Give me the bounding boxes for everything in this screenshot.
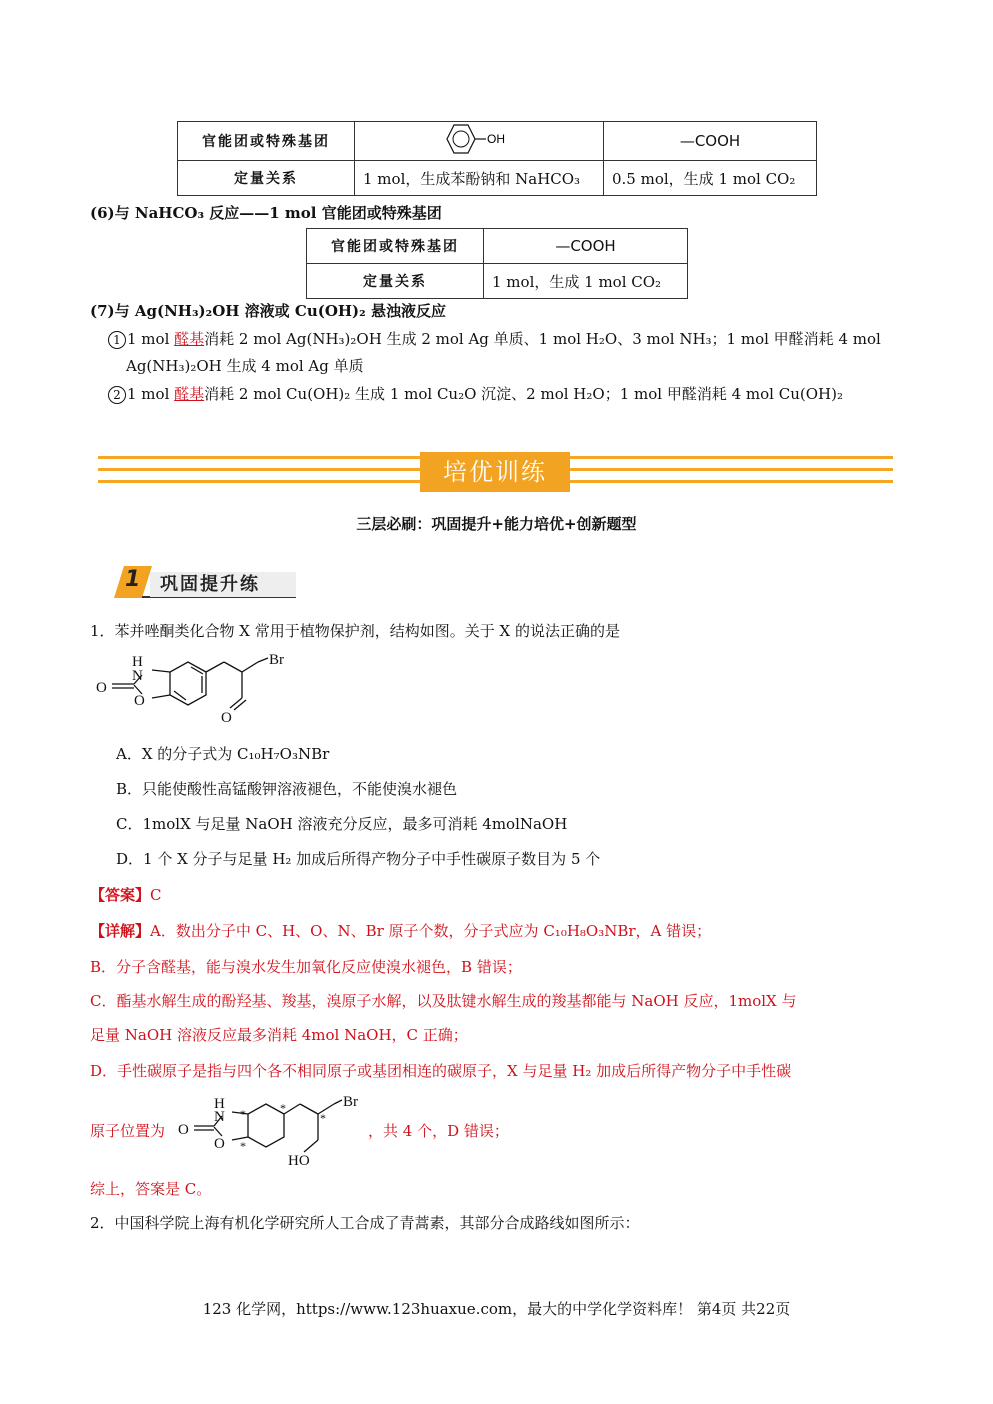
option-b: B．只能使酸性高锰酸钾溶液褪色，不能使溴水褪色: [116, 780, 458, 798]
atom-label: O: [214, 1136, 225, 1152]
detail-d-pre: 原子位置为: [90, 1122, 166, 1140]
text: 1 mol: [127, 385, 175, 403]
table-row: [307, 229, 688, 264]
answer: [90, 884, 162, 906]
table-cell: —COOH: [604, 122, 817, 161]
detail-c-line1: C．酯基水解生成的酚羟基、羧基，溴原子水解，以及肽键水解生成的羧基都能与 NaOH 反应，1molX 与: [90, 992, 797, 1010]
table-cell: 0.5 mol，生成 1 mol CO₂: [604, 161, 817, 196]
text: 消耗 2 mol Ag(NH₃)₂OH 生成 2 mol Ag 单质、1 mol H₂O、3 mol NH₃；1 mol 甲醛消耗 4 mol: [204, 330, 881, 348]
highlight-text: 醛基: [174, 330, 205, 348]
option-c: C．1molX 与足量 NaOH 溶液充分反应，最多可消耗 4molNaOH: [116, 815, 568, 833]
table-cell: 官能团或特殊基团: [178, 122, 355, 161]
table-cell: —COOH: [484, 229, 688, 264]
section-6-heading: (6)与 NaHCO₃ 反应——1 mol 官能团或特殊基团: [90, 204, 442, 222]
atom-label: N: [132, 668, 143, 684]
page-footer: 123 化学网，https://www.123huaxue.com，最大的中学化学资料库！ 第4页 共22页: [202, 1300, 791, 1318]
chiral-star: *: [320, 1111, 326, 1125]
detail-c-line2: 足量 NaOH 溶液反应最多消耗 4mol NaOH，C 正确；: [90, 1026, 468, 1044]
detail-a: [90, 920, 711, 942]
circled-number: 1: [108, 331, 126, 349]
molecule-x-structure: [86, 650, 306, 735]
atom-label: O: [178, 1122, 189, 1138]
phenol-structure-cell: [355, 122, 604, 161]
level-number: 1: [125, 567, 141, 592]
chiral-star: *: [240, 1139, 246, 1153]
atom-label: HO: [288, 1153, 310, 1169]
detail-d-line1: D．手性碳原子是指与四个各不相同原子或基团相连的碳原子，X 与足量 H₂ 加成后所得产物分子中手性碳: [90, 1062, 792, 1080]
atom-label: O: [96, 680, 107, 696]
level-heading: [110, 564, 300, 600]
table-cell: 1 mol，生成 1 mol CO₂: [484, 264, 688, 299]
table-2: [306, 228, 688, 299]
question-2-stem: 2．中国科学院上海有机化学研究所人工合成了青蒿素，其部分合成路线如图所示：: [90, 1214, 640, 1232]
atom-label: O: [221, 710, 232, 726]
highlight-text: 醛基: [174, 385, 205, 403]
answer-tag: 【答案】: [90, 886, 151, 904]
atom-label: Br: [343, 1094, 358, 1110]
detail-tag: 【详解】: [90, 922, 151, 940]
section-banner: 培优训练: [420, 452, 570, 492]
table-row: [178, 122, 817, 161]
text: 1 mol: [127, 330, 175, 348]
option-d: D．1 个 X 分子与足量 H₂ 加成后所得产物分子中手性碳原子数目为 5 个: [116, 850, 601, 868]
oh-label: OH: [487, 132, 505, 146]
phenol-structure: [434, 122, 524, 156]
table-cell: 定量关系: [307, 264, 484, 299]
circled-number: 2: [108, 386, 126, 404]
option-a: A．X 的分子式为 C₁₀H₇O₃NBr: [116, 745, 330, 763]
chiral-star: *: [240, 1107, 246, 1121]
table-row: [307, 264, 688, 299]
conclusion: 综上，答案是 C。: [90, 1180, 212, 1198]
atom-label: H: [214, 1096, 225, 1112]
table-1: [177, 121, 817, 196]
atom-label: N: [214, 1109, 225, 1125]
table-row: [178, 161, 817, 196]
atom-label: O: [134, 693, 145, 709]
text: A．数出分子中 C、H、O、N、Br 原子个数，分子式应为 C₁₀H₈O₃NBr，A 错误；: [150, 922, 712, 940]
answer-value: C: [150, 886, 162, 904]
question-1-stem: 1．苯并唑酮类化合物 X 常用于植物保护剂，结构如图。关于 X 的说法正确的是: [90, 622, 620, 640]
section-7-item-1-cont: Ag(NH₃)₂OH 生成 4 mol Ag 单质: [126, 357, 364, 375]
detail-d-post: ，共 4 个，D 错误；: [368, 1122, 509, 1140]
section-7-item-1: [108, 328, 881, 350]
table-cell: 定量关系: [178, 161, 355, 196]
table-cell: 1 mol，生成苯酚钠和 NaHCO₃: [355, 161, 604, 196]
table-cell: 官能团或特殊基团: [307, 229, 484, 264]
text: 消耗 2 mol Cu(OH)₂ 生成 1 mol Cu₂O 沉淀、2 mol H₂O；1 mol 甲醛消耗 4 mol Cu(OH)₂: [204, 385, 843, 403]
atom-label: H: [132, 654, 143, 670]
detail-b: B．分子含醛基，能与溴水发生加氧化反应使溴水褪色，B 错误；: [90, 958, 522, 976]
banner-subtitle: 三层必刷：巩固提升+能力培优+创新题型: [356, 515, 637, 533]
chiral-star: *: [280, 1101, 286, 1115]
section-7-item-2: [108, 383, 843, 405]
atom-label: Br: [269, 652, 284, 668]
section-7-heading: (7)与 Ag(NH₃)₂OH 溶液或 Cu(OH)₂ 悬浊液反应: [90, 302, 446, 320]
hydrogenated-molecule-structure: [176, 1092, 366, 1172]
level-title: 巩固提升练: [160, 574, 260, 595]
